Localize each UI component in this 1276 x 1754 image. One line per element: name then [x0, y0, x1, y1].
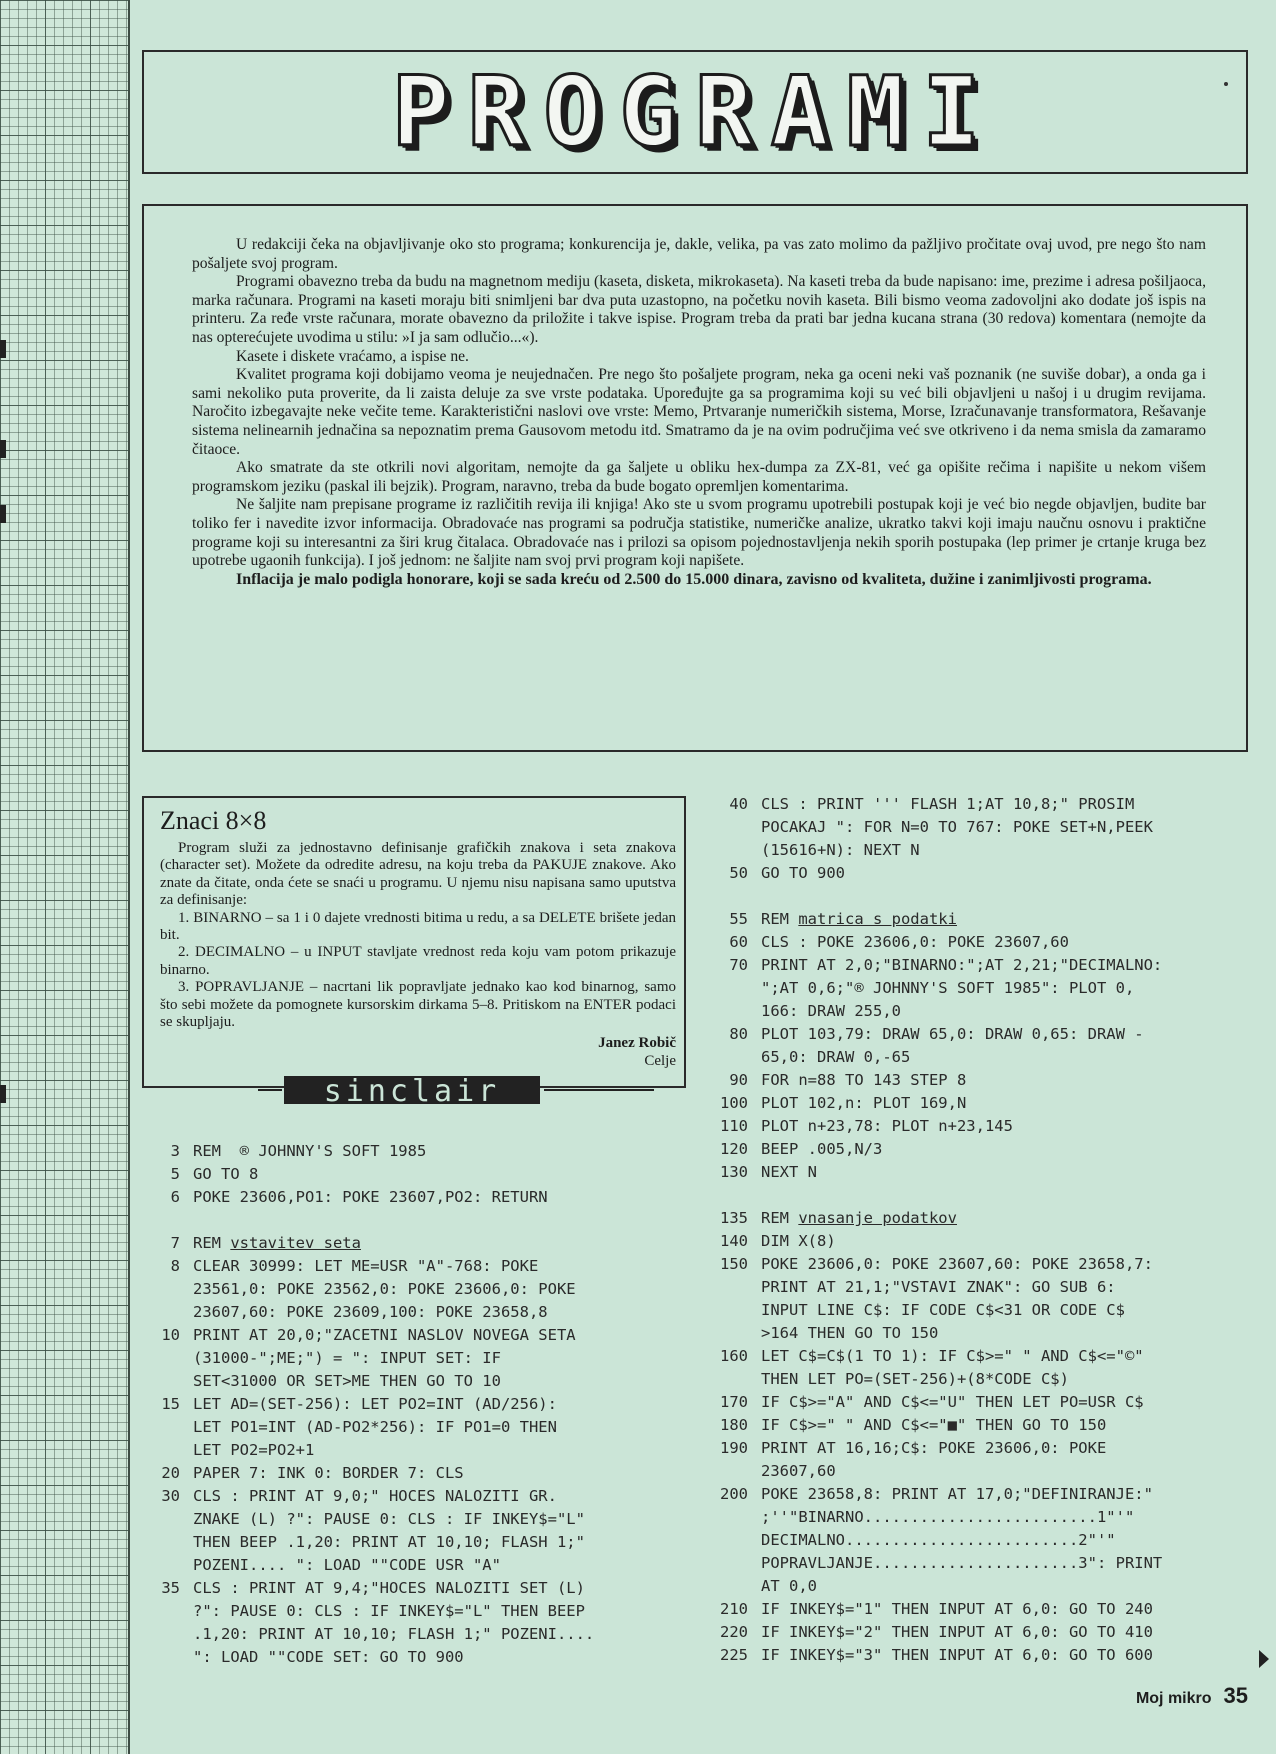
magazine-name: Moj mikro [1135, 1690, 1212, 1707]
code-text [748, 1230, 836, 1253]
code-statement: PLOT n+23,78: PLOT n+23,145 [761, 1117, 1013, 1135]
code-statement: CLS : PRINT AT 9,0;" HOCES NALOZITI GR. [193, 1487, 557, 1505]
code-line [708, 908, 1162, 931]
code-statement: LET C$=C$(1 TO 1): IF C$>=" " AND C$<="©" [761, 1347, 1144, 1365]
code-line [140, 1255, 594, 1278]
code-line [140, 1370, 594, 1393]
line-number: 15 [161, 1395, 180, 1413]
code-text [748, 1092, 966, 1115]
line-number: 140 [720, 1232, 748, 1250]
code-statement: PAPER 7: INK 0: BORDER 7: CLS [193, 1464, 464, 1482]
code-line [140, 1646, 594, 1669]
code-statement: 166: DRAW 255,0 [761, 1002, 901, 1020]
code-text [180, 1393, 557, 1416]
code-line [708, 1000, 1162, 1023]
code-text [748, 1644, 1153, 1667]
rem-heading: vstavitev seta [230, 1234, 361, 1252]
code-line [140, 1623, 594, 1646]
code-statement: 23607,60 [761, 1462, 836, 1480]
line-number [708, 1506, 748, 1529]
line-number [140, 1439, 180, 1462]
code-line [708, 1552, 1162, 1575]
code-statement: LET AD=(SET-256): LET PO2=INT (AD/256): [193, 1395, 557, 1413]
code-text [748, 1529, 1116, 1552]
code-line [708, 1046, 1162, 1069]
code-line [708, 1345, 1162, 1368]
code-line [140, 1416, 594, 1439]
code-text [180, 1232, 361, 1255]
code-statement: PLOT 103,79: DRAW 65,0: DRAW 0,65: DRAW - [761, 1025, 1144, 1043]
code-text [180, 1140, 426, 1163]
code-line [140, 1163, 594, 1186]
line-number: 50 [729, 864, 748, 882]
code-statement: LET PO2=PO2+1 [193, 1441, 315, 1459]
code-text [180, 1301, 548, 1324]
code-statement: PRINT AT 2,0;"BINARNO:";AT 2,21;"DECIMALNO: [761, 956, 1163, 974]
code-text [748, 1552, 1162, 1575]
line-number: 80 [729, 1025, 748, 1043]
code-line [708, 1575, 1162, 1598]
article-item: 2. DECIMALNO – u INPUT stavljate vrednost reda koju vam potom prikazuje binarno. [160, 944, 676, 978]
code-line [140, 1393, 594, 1416]
code-line [140, 1278, 594, 1301]
code-text [748, 1391, 1144, 1414]
intro-paragraph: Kvalitet programa koji dobijamo veoma je neujednačen. Pre nego što pošaljete program, neka ga oceni neki vaš poznanik (ne suviše dobar), a onda ga i sami nekoliko puta proverite, da li zaista deluje za sve vrste podataka. Upoređujte ga sa programima koji su već bili objavljeni u našoj i u drugim revijama. Naročito izbegavajte neke večite teme. Karakteristični naslovi ove vrste: Memo, Prtvaranje numeričkih sistema, Morse, Izračunavanje transformatora, Rešavanje sistema nelinearnih jednačina sa nepoznatim prema Gausovom metodu itd. Smatramo da je na ovim područjima već sve otkriveno i da nema smisla da zamaramo čitaoce. [192, 366, 1206, 458]
code-text [748, 1023, 1144, 1046]
line-number: 130 [720, 1163, 748, 1181]
code-text [180, 1370, 501, 1393]
intro-box [142, 204, 1248, 752]
line-number [708, 1046, 748, 1069]
code-line [140, 1140, 594, 1163]
code-text [748, 816, 1153, 839]
code-statement: IF C$>="A" AND C$<="U" THEN LET PO=USR C$ [761, 1393, 1144, 1411]
line-number: 150 [720, 1255, 748, 1273]
line-number [708, 1552, 748, 1575]
code-line [708, 1253, 1162, 1276]
line-number: 6 [170, 1188, 180, 1206]
code-line [708, 1506, 1162, 1529]
code-text [748, 1069, 966, 1092]
basic-listing-left [140, 1140, 594, 1669]
line-number: 120 [720, 1140, 748, 1158]
line-number: 170 [720, 1393, 748, 1411]
line-number [708, 1529, 748, 1552]
line-number [708, 1299, 748, 1322]
code-line [140, 1508, 594, 1531]
code-statement: PRINT AT 21,1;"VSTAVI ZNAK": GO SUB 6: [761, 1278, 1116, 1296]
code-text [748, 1322, 938, 1345]
code-statement: POZENI.... ": LOAD ""CODE USR "A" [193, 1556, 501, 1574]
code-text [748, 1575, 817, 1598]
code-statement: 23607,60: POKE 23609,100: POKE 23658,8 [193, 1303, 548, 1321]
code-text [180, 1554, 501, 1577]
code-line [708, 1414, 1162, 1437]
code-statement: SET<31000 OR SET>ME THEN GO TO 10 [193, 1372, 501, 1390]
code-statement: POKE 23606,0: POKE 23607,60: POKE 23658,7: [761, 1255, 1153, 1273]
code-text [748, 1506, 1134, 1529]
line-number [140, 1623, 180, 1646]
code-statement: ": LOAD ""CODE SET: GO TO 900 [193, 1648, 464, 1666]
code-text [180, 1485, 557, 1508]
code-text [180, 1577, 585, 1600]
line-number [708, 1276, 748, 1299]
line-number [140, 1600, 180, 1623]
margin-tick [0, 505, 6, 523]
continue-arrow-icon [1259, 1650, 1269, 1668]
code-line [140, 1439, 594, 1462]
code-statement: (15616+N): NEXT N [761, 841, 920, 859]
line-number: 225 [720, 1646, 748, 1664]
page-title: PROGRAMI [391, 56, 999, 168]
code-statement: PRINT AT 20,0;"ZACETNI NASLOV NOVEGA SETA [193, 1326, 576, 1344]
code-text [180, 1439, 314, 1462]
line-number [708, 1368, 748, 1391]
code-statement: GO TO 900 [761, 864, 845, 882]
line-number [140, 1416, 180, 1439]
code-statement: THEN BEEP .1,20: PRINT AT 10,10; FLASH 1;" [193, 1533, 585, 1551]
code-statement: >164 THEN GO TO 150 [761, 1324, 939, 1342]
line-number [140, 1278, 180, 1301]
code-line [140, 1301, 594, 1324]
line-number: 70 [729, 956, 748, 974]
header-banner [142, 50, 1248, 174]
code-statement: PRINT AT 16,16;C$: POKE 23606,0: POKE [761, 1439, 1107, 1457]
code-line [140, 1485, 594, 1508]
line-number [708, 1000, 748, 1023]
line-number [708, 977, 748, 1000]
article-intro: Program služi za jednostavno definisanje grafičkih znakova i seta znakova (character set). Možete da odredite adresu, na koju treba da PAKUJE znakove. Ako znate da čitate, onda ćete se snaći u programu. U njemu nisu napisana samo uputstva za definisanje: [160, 840, 676, 909]
code-statement: IF INKEY$="3" THEN INPUT AT 6,0: GO TO 600 [761, 1646, 1153, 1664]
code-text [748, 1161, 817, 1184]
code-text [748, 931, 1069, 954]
article-box [142, 796, 686, 1088]
code-text [748, 1207, 957, 1230]
code-line [708, 1276, 1162, 1299]
margin-tick [0, 340, 6, 358]
line-number: 90 [729, 1071, 748, 1089]
line-number [140, 1347, 180, 1370]
code-text [748, 1115, 1013, 1138]
margin-tick [0, 440, 6, 458]
code-text [180, 1324, 576, 1347]
listing-gap [140, 1209, 594, 1232]
listing-gap [708, 885, 1162, 908]
article-item: 3. POPRAVLJANJE – nacrtani lik popravljate jednako kao kod binarnog, samo što sebi možete da pomognete kursorskim dirkama 5–8. Pritiskom na ENTER podaci se skupljaju. [160, 979, 676, 1031]
rem-heading: matrica s podatki [798, 910, 957, 928]
line-number: 60 [729, 933, 748, 951]
code-statement: IF C$>=" " AND C$<="■" THEN GO TO 150 [761, 1416, 1107, 1434]
code-line [708, 1644, 1162, 1667]
code-line [708, 1322, 1162, 1345]
code-statement: POCAKAJ ": FOR N=0 TO 767: POKE SET+N,PEEK [761, 818, 1153, 836]
code-text [748, 954, 1162, 977]
article-title: Znaci 8×8 [160, 806, 267, 835]
code-text [180, 1600, 585, 1623]
code-line [140, 1324, 594, 1347]
code-statement: DECIMALNO.........................2"'" [761, 1531, 1116, 1549]
code-line [708, 816, 1162, 839]
graph-paper-strip [0, 0, 130, 1754]
line-number: 200 [720, 1485, 748, 1503]
code-text [180, 1347, 501, 1370]
code-statement: IF INKEY$="1" THEN INPUT AT 6,0: GO TO 240 [761, 1600, 1153, 1618]
code-statement: (31000-";ME;") = ": INPUT SET: IF [193, 1349, 501, 1367]
code-line [708, 977, 1162, 1000]
intro-paragraph: U redakciji čeka na objavljivanje oko sto programa; konkurencija je, dakle, velika, pa vas zato molimo da pažljivo pročitate ovaj uvod, pre nego što nam pošaljete svoj program. [192, 236, 1206, 272]
code-line [140, 1554, 594, 1577]
code-statement: GO TO 8 [193, 1165, 259, 1183]
code-line [708, 1069, 1162, 1092]
code-text [180, 1531, 585, 1554]
line-number [140, 1646, 180, 1669]
code-text [748, 908, 957, 931]
code-line [708, 1115, 1162, 1138]
code-text [748, 1253, 1153, 1276]
line-number: 30 [161, 1487, 180, 1505]
code-line [708, 1621, 1162, 1644]
author-city: Celje [644, 1052, 676, 1069]
line-number: 35 [161, 1579, 180, 1597]
code-statement: REM ® JOHNNY'S SOFT 1985 [193, 1142, 427, 1160]
line-number: 210 [720, 1600, 748, 1618]
code-statement: CLS : PRINT AT 9,4;"HOCES NALOZITI SET (L) [193, 1579, 585, 1597]
margin-tick [0, 1085, 6, 1103]
code-text [180, 1255, 538, 1278]
line-number: 7 [170, 1234, 180, 1252]
code-statement: ;''"BINARNO.........................1"'" [761, 1508, 1135, 1526]
line-number [140, 1370, 180, 1393]
code-statement: CLS : POKE 23606,0: POKE 23607,60 [761, 933, 1069, 951]
code-line [140, 1577, 594, 1600]
code-line [708, 1460, 1162, 1483]
code-line [708, 793, 1162, 816]
code-text [748, 977, 1134, 1000]
line-number: 10 [161, 1326, 180, 1344]
line-number: 40 [729, 795, 748, 813]
code-text [748, 1368, 1069, 1391]
code-statement: LET PO1=INT (AD-PO2*256): IF PO1=0 THEN [193, 1418, 557, 1436]
code-text [180, 1462, 464, 1485]
code-statement: DIM X(8) [761, 1232, 836, 1250]
code-line [708, 1391, 1162, 1414]
code-line [708, 839, 1162, 862]
code-text [180, 1508, 585, 1531]
code-statement: POPRAVLJANJE......................3": PRINT [761, 1554, 1163, 1572]
code-text [748, 1138, 882, 1161]
logo-rule [258, 1089, 282, 1091]
code-text [748, 1276, 1116, 1299]
code-line [140, 1347, 594, 1370]
code-statement: INPUT LINE C$: IF CODE C$<31 OR CODE C$ [761, 1301, 1125, 1319]
code-statement: 23561,0: POKE 23562,0: POKE 23606,0: POKE [193, 1280, 576, 1298]
line-number [708, 1322, 748, 1345]
sinclair-logo: sinclair [284, 1076, 540, 1104]
code-line [140, 1462, 594, 1485]
intro-paragraph: Ne šaljite nam prepisane programe iz različitih revija ili knjiga! Ako ste u svom programu upotrebili postupak koji je već bio negde objavljen, budite bar toliko fer i navedite izvor informacija. Obradovaće nas programi sa područja statistike, numeričke analize, ukratko takvi koji imaju naučnu osnovu i praktične programe koji su interesantni za širi krug čitalaca. Obradovaće nas i prilozi sa opisom pojednostavljenja nekih sporih postupaka (lep primer je crtanje kruga bez upotrebe ugaonih funkcija). I još jednom: ne šaljite nam svoj prvi program koji napišete. [192, 496, 1206, 570]
code-text [748, 1299, 1125, 1322]
code-line [708, 1023, 1162, 1046]
code-line [708, 1092, 1162, 1115]
article-item: 1. BINARNO – sa 1 i 0 dajete vrednosti bitima u redu, a sa DELETE brišete jedan bit. [160, 909, 676, 944]
code-text [748, 1483, 1153, 1506]
code-line [708, 1161, 1162, 1184]
line-number: 160 [720, 1347, 748, 1365]
code-statement: PLOT 102,n: PLOT 169,N [761, 1094, 967, 1112]
code-text [748, 1460, 836, 1483]
line-number [708, 1460, 748, 1483]
code-line [140, 1186, 594, 1209]
header-dot [1224, 82, 1228, 86]
code-statement: REM [761, 1209, 799, 1227]
line-number: 100 [720, 1094, 748, 1112]
code-statement: CLS : PRINT ''' FLASH 1;AT 10,8;" PROSIM [761, 795, 1135, 813]
code-statement: ";AT 0,6;"® JOHNNY'S SOFT 1985": PLOT 0, [761, 979, 1135, 997]
code-text [180, 1278, 576, 1301]
basic-listing-right [708, 793, 1162, 1667]
code-statement: REM [761, 910, 799, 928]
code-line [708, 1483, 1162, 1506]
code-line [708, 1598, 1162, 1621]
code-line [708, 931, 1162, 954]
code-line [708, 1368, 1162, 1391]
code-statement: .1,20: PRINT AT 10,10; FLASH 1;" POZENI.... [193, 1625, 595, 1643]
code-text [748, 1000, 901, 1023]
code-statement: ZNAKE (L) ?": PAUSE 0: CLS : IF INKEY$="L" [193, 1510, 585, 1528]
intro-closing: Inflacija je malo podigla honorare, koji se sada kreću od 2.500 do 15.000 dinara, zavisno od kvaliteta, dužine i zanimljivosti programa. [236, 570, 1152, 588]
code-statement: AT 0,0 [761, 1577, 817, 1595]
line-number: 8 [170, 1257, 180, 1275]
code-text [180, 1416, 557, 1439]
line-number [708, 839, 748, 862]
code-statement: NEXT N [761, 1163, 817, 1181]
line-number: 5 [170, 1165, 180, 1183]
code-text [748, 793, 1134, 816]
code-line [708, 1207, 1162, 1230]
line-number [140, 1531, 180, 1554]
code-statement: REM [193, 1234, 231, 1252]
code-text [748, 1621, 1153, 1644]
code-text [748, 1437, 1106, 1460]
line-number [140, 1508, 180, 1531]
code-statement: CLEAR 30999: LET ME=USR "A"-768: POKE [193, 1257, 539, 1275]
code-text [180, 1646, 464, 1669]
intro-paragraph: Kasete i diskete vraćamo, a ispise ne. [236, 347, 469, 365]
code-statement: POKE 23606,PO1: POKE 23607,PO2: RETURN [193, 1188, 548, 1206]
code-text [748, 1046, 910, 1069]
line-number [140, 1554, 180, 1577]
code-line [708, 1138, 1162, 1161]
line-number: 110 [720, 1117, 748, 1135]
line-number: 20 [161, 1464, 180, 1482]
code-line [140, 1232, 594, 1255]
logo-rule [544, 1089, 654, 1091]
line-number [708, 1575, 748, 1598]
line-number [140, 1301, 180, 1324]
line-number [708, 816, 748, 839]
code-statement: FOR n=88 TO 143 STEP 8 [761, 1071, 967, 1089]
code-line [708, 1437, 1162, 1460]
code-line [708, 1230, 1162, 1253]
line-number: 55 [729, 910, 748, 928]
listing-gap [708, 1184, 1162, 1207]
author-name: Janez Robič [598, 1035, 676, 1052]
code-statement: POKE 23658,8: PRINT AT 17,0;"DEFINIRANJE:" [761, 1485, 1153, 1503]
line-number: 135 [720, 1209, 748, 1227]
code-statement: 65,0: DRAW 0,-65 [761, 1048, 911, 1066]
page-footer [1136, 1683, 1248, 1709]
intro-paragraph: Ako smatrate da ste otkrili novi algoritam, nemojte da ga šaljete u obliku hex-dumpa za ZX-81, već ga opišite rečima i napišite u nekom višem programskom jeziku (paskal ili bejzik). Program, naravno, treba da bude bogato opremljen komentarima. [192, 459, 1206, 495]
code-text [748, 1345, 1144, 1368]
code-statement: THEN LET PO=(SET-256)+(8*CODE C$) [761, 1370, 1069, 1388]
code-statement: IF INKEY$="2" THEN INPUT AT 6,0: GO TO 410 [761, 1623, 1153, 1641]
code-line [708, 1529, 1162, 1552]
line-number: 3 [170, 1142, 180, 1160]
code-text [180, 1623, 594, 1646]
line-number: 220 [720, 1623, 748, 1641]
code-line [708, 862, 1162, 885]
code-text [180, 1163, 258, 1186]
code-text [748, 1598, 1153, 1621]
code-statement: ?": PAUSE 0: CLS : IF INKEY$="L" THEN BEEP [193, 1602, 585, 1620]
code-statement: BEEP .005,N/3 [761, 1140, 883, 1158]
code-line [140, 1600, 594, 1623]
code-text [748, 862, 845, 885]
intro-paragraph: Programi obavezno treba da budu na magnetnom mediju (kaseta, disketa, mikrokaseta). Na kaseti treba da bude napisano: ime, prezime i adresa pošiljaoca, marka računara. Programi na kaseti moraju biti snimljeni bar dva puta uzastopno, na početku novih kaseta. Bili bismo veoma zadovoljni ako dodate još ispis na printeru. Za ređe vrste računara, morate obavezno da priložite i takve ispise. Program treba da prati bar jedna kucana strana (30 redova) komentara (nemojte da nas opterećujete uvodima u stilu: »I ja sam odlučio...«). [192, 273, 1206, 346]
line-number: 190 [720, 1439, 748, 1457]
rem-heading: vnasanje podatkov [798, 1209, 957, 1227]
code-text [180, 1186, 548, 1209]
code-line [708, 954, 1162, 977]
code-line [708, 1299, 1162, 1322]
code-text [748, 839, 920, 862]
code-line [140, 1531, 594, 1554]
code-text [748, 1414, 1106, 1437]
line-number: 180 [720, 1416, 748, 1434]
page-number: 35 [1223, 1683, 1248, 1708]
